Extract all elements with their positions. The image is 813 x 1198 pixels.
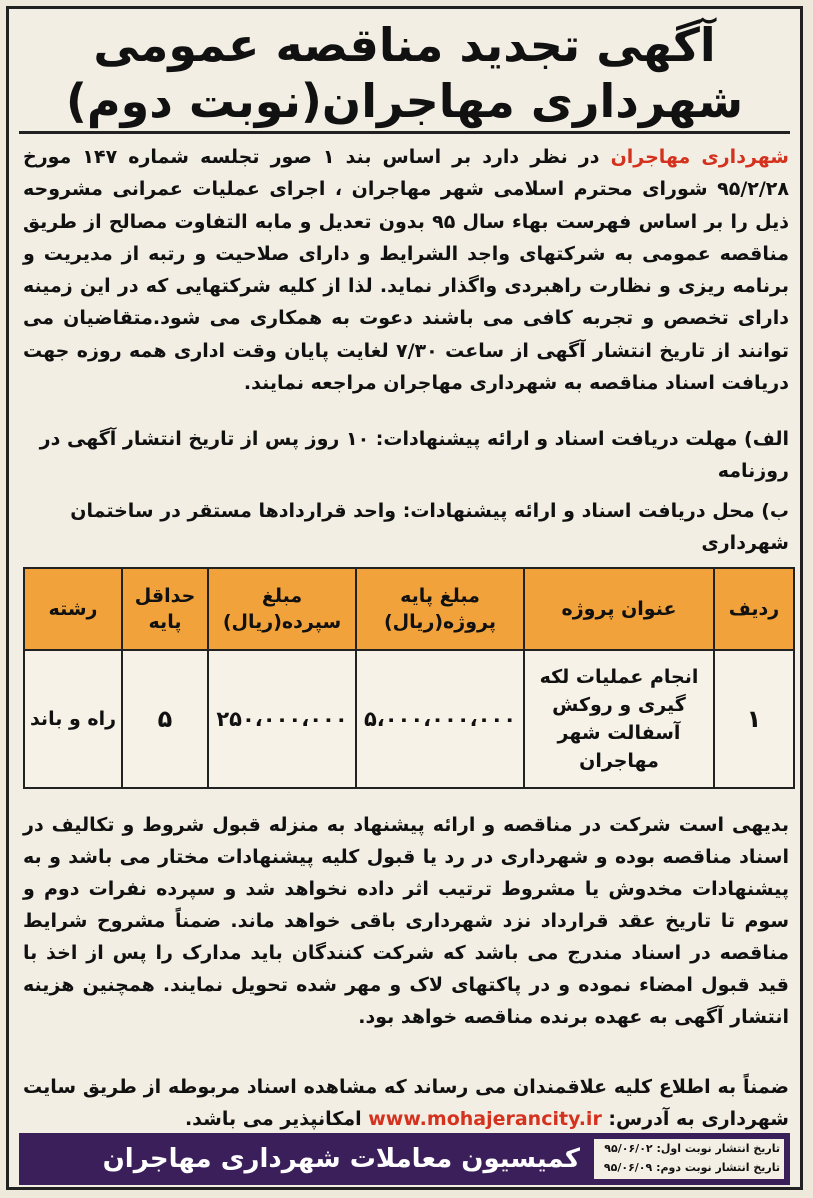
cell-row-number: ۱ (714, 650, 794, 788)
commission-name: کمیسیون معاملات شهرداری مهاجران (102, 1144, 580, 1174)
advertisement (6, 6, 803, 1190)
header-minimum-grade: حداقل پایه (122, 568, 208, 650)
header-base-amount: مبلغ پایه پروژه(ریال) (356, 568, 524, 650)
cell-base-amount: ۵،۰۰۰،۰۰۰،۰۰۰ (356, 650, 524, 788)
header-deposit-amount: مبلغ سپرده(ریال) (208, 568, 356, 650)
table-header-row (24, 568, 794, 650)
title-block (19, 13, 790, 134)
header-project-title: عنوان پروژه (524, 568, 714, 650)
header-row-number: ردیف (714, 568, 794, 650)
intro-paragraph (23, 141, 789, 399)
first-publication-date: تاریخ انتشار نوبت اول: ۹۵/۰۶/۰۲ (604, 1142, 780, 1155)
tender-table (23, 567, 795, 789)
cell-field: راه و باند (24, 650, 122, 788)
cell-minimum-grade: ۵ (122, 650, 208, 788)
header-field: رشته (24, 568, 122, 650)
notice-text-after: امکانپذیر می باشد. (184, 1108, 369, 1130)
second-publication-date: تاریخ انتشار نوبت دوم: ۹۵/۰۶/۰۹ (603, 1161, 780, 1174)
cell-deposit-amount: ۲۵۰،۰۰۰،۰۰۰ (208, 650, 356, 788)
cell-project-title: انجام عملیات لکه گیری و روکش آسفالت شهر مهاجران (524, 650, 714, 788)
intro-text: در نظر دارد بر اساس بند ۱ صور تجلسه شماره ۱۴۷ مورخ ۹۵/۲/۲۸ شورای محترم اسلامی شهر مهاجران ، اجرای عملیات عمرانی مشروحه ذیل را بر اساس فهرست بهاء سال ۹۵ بدون تعدیل و مابه التفاوت مصالح از طریق مناقصه عمومی به شرکتهای واجد الشرایط و دارای صلاحیت و رتبه از مدیریت و برنامه ریزی و نظارت راهبردی واگذار نماید. لذا از کلیه شرکتهایی که در این زمینه دارای تخصص و تجربه کافی می باشند دعوت به همکاری می شود.متقاضیان می توانند از تاریخ انتشار آگهی از ساعت ۷/۳۰ لغایت پایان وقت اداری همه روزه جهت دریافت اسناد مناقصه به شهرداری مهاجران مراجعه نمایند. (23, 146, 789, 395)
publication-dates (594, 1139, 784, 1179)
notice-paragraph (23, 1071, 789, 1135)
title-line-1: آگهی تجدید مناقصه عمومی (93, 18, 716, 72)
footer-bar (19, 1133, 790, 1185)
table-row (24, 650, 794, 788)
title-line-2: شهرداری مهاجران(نوبت دوم) (65, 74, 744, 128)
website-link[interactable]: www.mohajerancity.ir (368, 1108, 602, 1130)
conditions-paragraph: بدیهی است شرکت در مناقصه و ارائه پیشنهاد به منزله قبول شروط و تکالیف در اسناد مناقصه بوده و شهرداری در رد یا قبول کلیه پیشنهادات مختار می باشد و به پیشنهادات مخدوش یا مشروط ترتیب اثر داده نخواهد شد و سپرده نفرات دوم و سوم تا تاریخ عقد قرارداد نزد شهرداری باقی خواهد ماند. ضمناً مشروح شرایط مناقصه در اسناد مندرج می باشد که شرکت کنندگان باید مدارک را پس از اخذ با قید قبول امضاء نموده و در پاکتهای لاک و مهر شده تحویل نمایند. همچنین هزینه انتشار آگهی به عهده برنده مناقصه خواهد بود. (23, 814, 789, 1028)
item-a-deadline: الف) مهلت دریافت اسناد و ارائه پیشنهادات: ۱۰ روز پس از تاریخ انتشار آگهی در روزنامه (39, 428, 789, 482)
municipality-name: شهرداری مهاجران (610, 146, 789, 168)
item-b-location: ب) محل دریافت اسناد و ارائه پیشنهادات: واحد قراردادها مستقر در ساختمان شهرداری (70, 500, 789, 554)
notice-text-before: ضمناً به اطلاع کلیه علاقمندان می رساند که مشاهده اسناد مربوطه از طریق سایت شهرداری به آدرس: (23, 1076, 789, 1130)
